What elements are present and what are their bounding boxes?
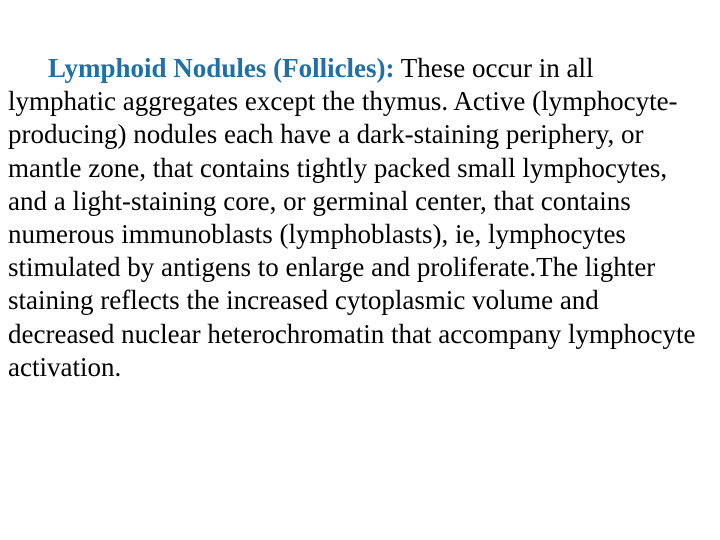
body-paragraph: [8, 52, 708, 384]
term-heading: Lymphoid Nodules (Follicles):: [48, 53, 395, 83]
body-text: These occur in all lymphatic aggregates except the thymus. Active (lymphocyte-producing) nodules each have a dark-staining periphery, or mantle zone, that contains tightly packed small lymphocytes, and a light-staining core, or germinal center, that contains numerous immunoblasts (lymphoblasts), ie, lymphocytes stimulated by antigens to enlarge and proliferate.The lighter staining reflects the increased cytoplasmic volume and decreased nuclear heterochromatin that accompany lymphocyte activation.: [8, 53, 696, 382]
